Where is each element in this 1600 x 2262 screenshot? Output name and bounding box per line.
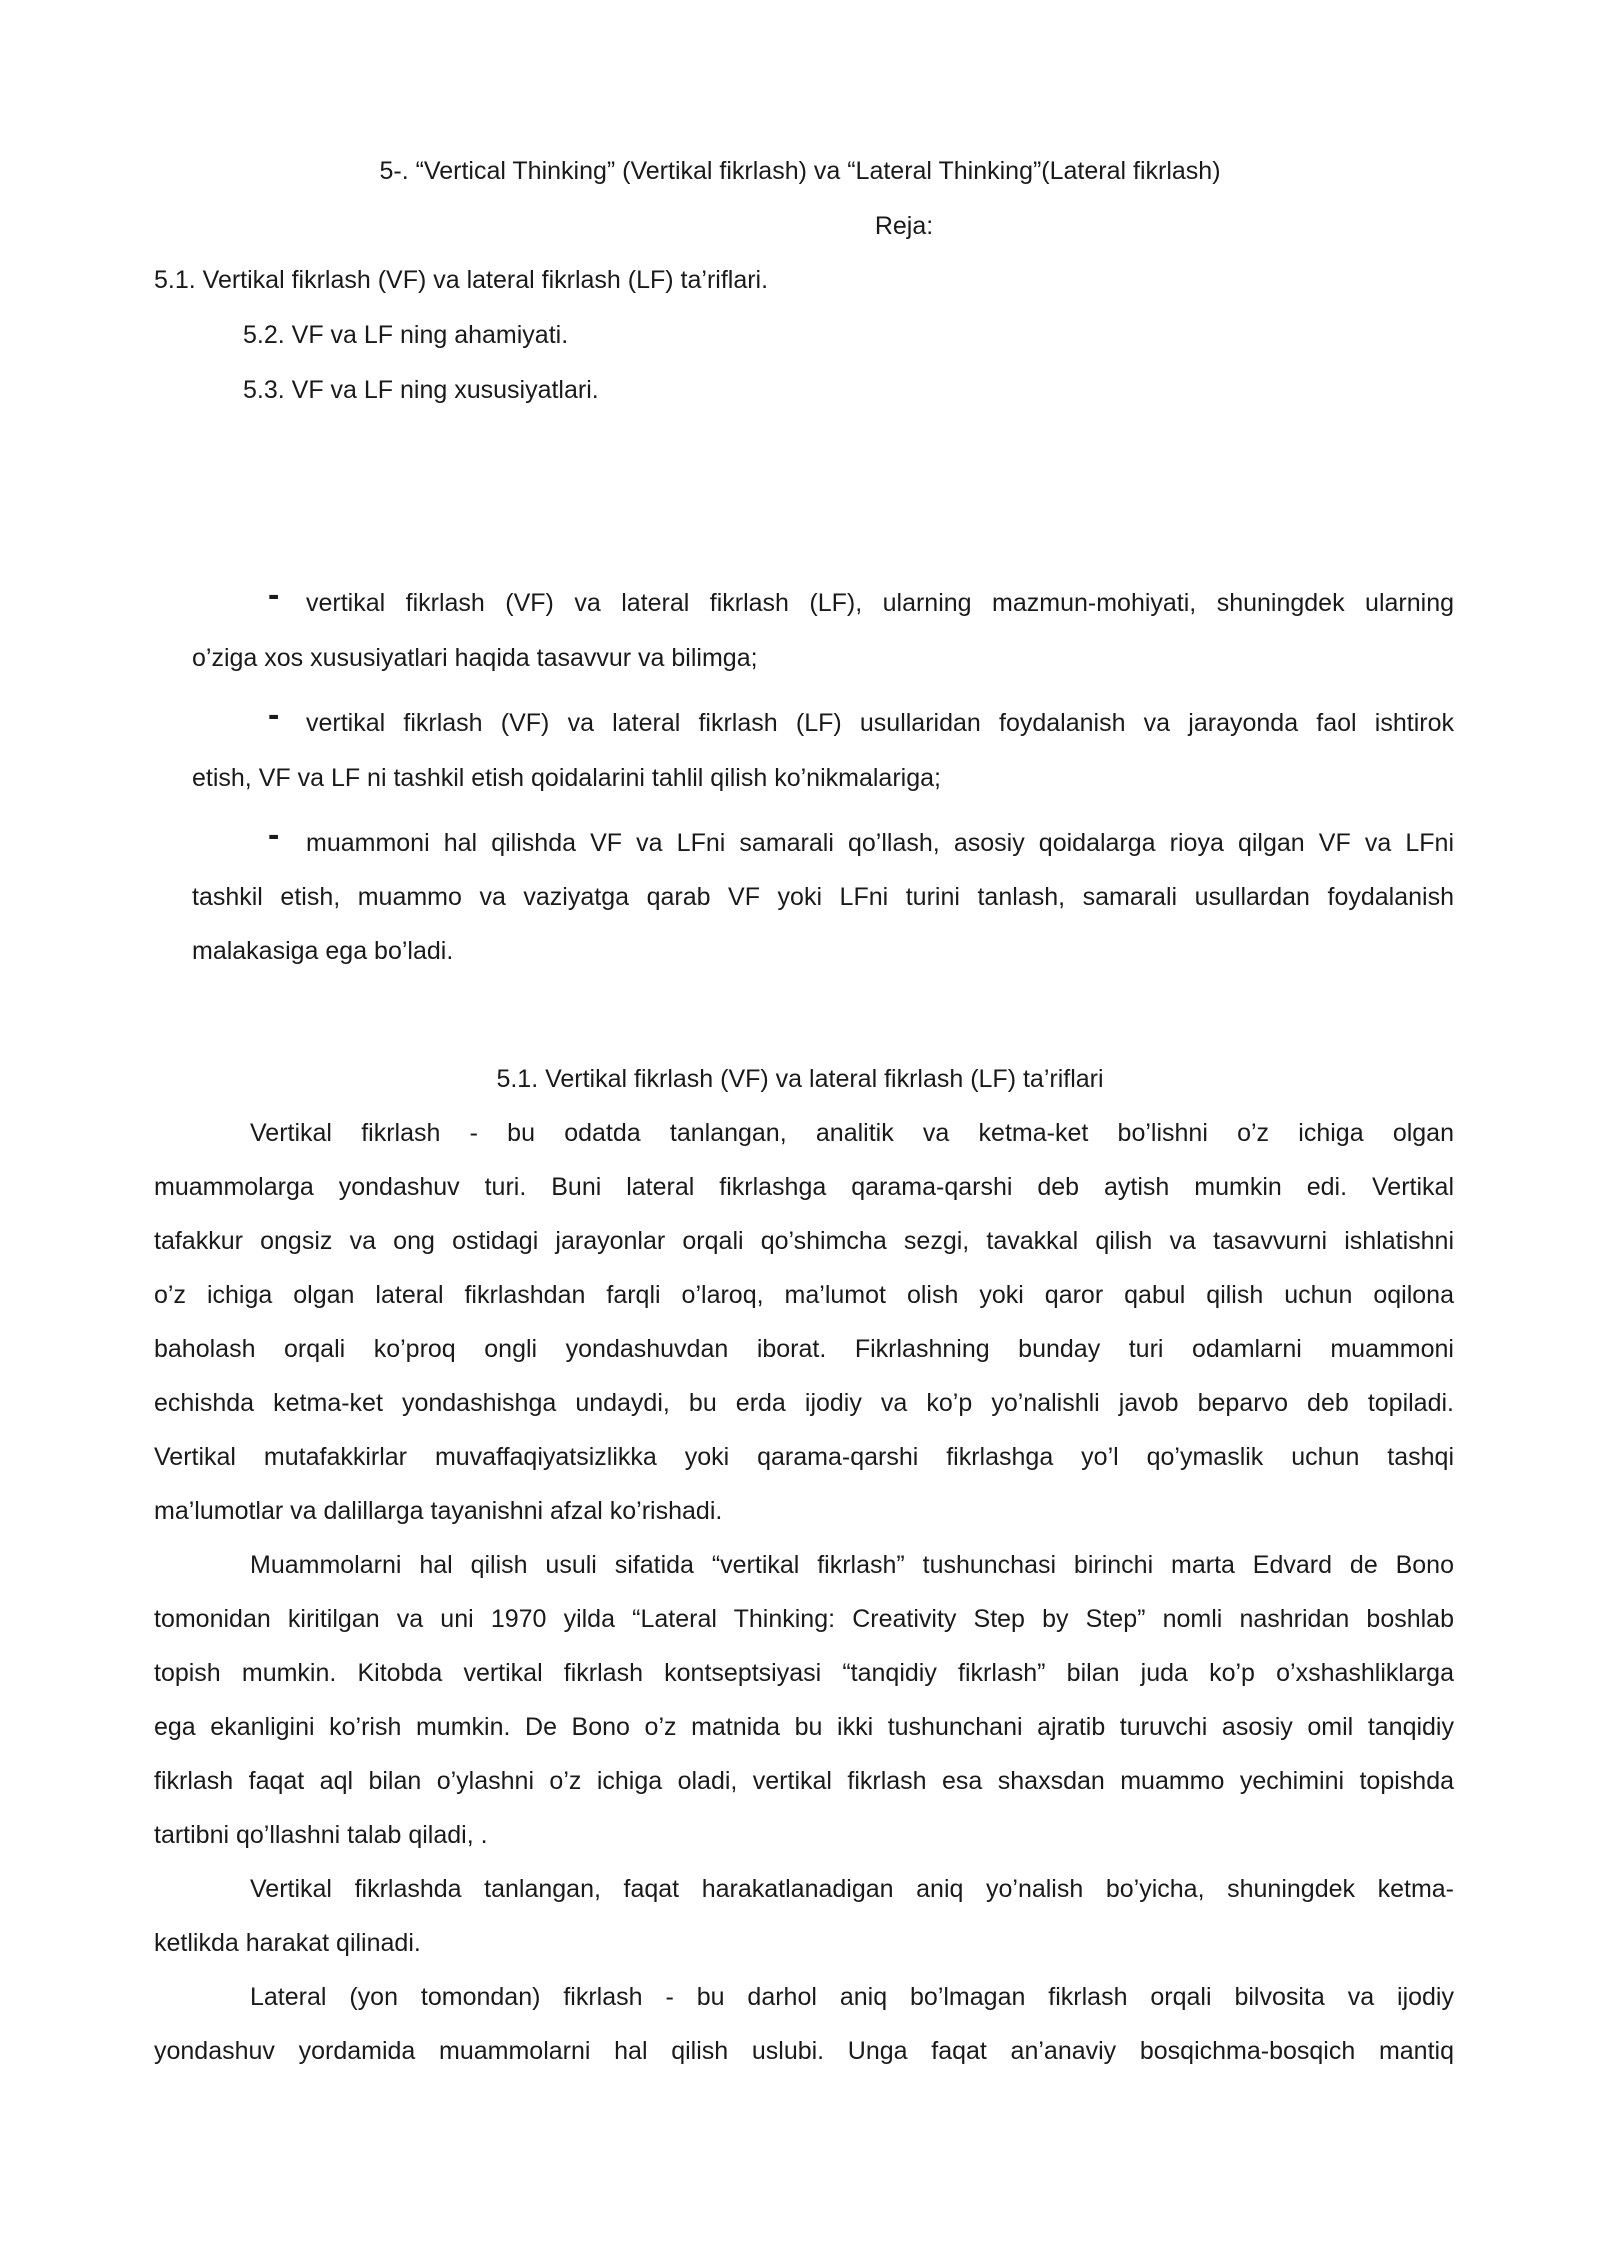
plan-item-1: 5.1. Vertikal fikrlash (VF) va lateral fikrlash (LF) ta’riflari. [154,266,769,294]
paragraph-1-line-4: o’z ichiga olgan lateral fikrlashdan farqli o’laroq, ma’lumot olish yoki qaror qabul qilish uchun oqilona [154,1281,1454,1309]
plan-item-2: 5.2. VF va LF ning ahamiyati. [243,321,569,349]
paragraph-4-line-1: Lateral (yon tomondan) fikrlash - bu darhol aniq bo’lmagan fikrlash orqali bilvosita va ijodiy [250,1983,1454,2011]
paragraph-2-line-3: topish mumkin. Kitobda vertikal fikrlash kontseptsiyasi “tanqidiy fikrlash” bilan juda ko’p o’xshashliklarga [154,1659,1454,1687]
section-heading: 5.1. Vertikal fikrlash (VF) va lateral fikrlash (LF) ta’riflari [496,1065,1104,1093]
goal-2-line-1: vertikal fikrlash (VF) va lateral fikrlash (LF) usullaridan foydalanish va jarayonda faol ishtirok [306,709,1454,737]
paragraph-1-line-6: echishda ketma-ket yondashishga undaydi, bu erda ijodiy va ko’p yo’nalishli javob beparvo deb topiladi. [154,1389,1454,1417]
document-title: 5-. “Vertical Thinking” (Vertikal fikrlash) va “Lateral Thinking”(Lateral fikrlash) [379,157,1221,185]
paragraph-4-line-2: yondashuv yordamida muammolarni hal qilish uslubi. Unga faqat an’anaviy bosqichma-bosqich mantiq [154,2037,1454,2065]
paragraph-2-line-1: Muammolarni hal qilish usuli sifatida “vertikal fikrlash” tushunchasi birinchi marta Edvard de Bono [250,1551,1454,1579]
paragraph-2-line-4: ega ekanligini ko’rish mumkin. De Bono o’z matnida bu ikki tushunchani ajratib turuvchi asosiy omil tanqidiy [154,1713,1454,1741]
goal-2-line-2: etish, VF va LF ni tashkil etish qoidalarini tahlil qilish ko’nikmalariga; [192,764,941,792]
paragraph-1-line-2: muammolarga yondashuv turi. Buni lateral fikrlashga qarama-qarshi deb aytish mumkin edi. Vertikal [154,1173,1454,1201]
paragraph-1-line-3: tafakkur ongsiz va ong ostidagi jarayonlar orqali qo’shimcha sezgi, tavakkal qilish va tasavvurni ishlatishni [154,1227,1454,1255]
goal-1-line-1: vertikal fikrlash (VF) va lateral fikrlash (LF), ularning mazmun-mohiyati, shuningdek ularning [306,589,1454,617]
goal-3-line-3: malakasiga ega bo’ladi. [192,937,454,965]
dash-bullet-icon: - [268,696,280,734]
paragraph-2-line-5: fikrlash faqat aql bilan o’ylashni o’z ichiga oladi, vertikal fikrlash esa shaxsdan muammo yechimini topishda [154,1767,1454,1795]
paragraph-3-line-2: ketlikda harakat qilinadi. [154,1929,421,1957]
paragraph-1-line-5: baholash orqali ko’proq ongli yondashuvdan iborat. Fikrlashning bunday turi odamlarni muammoni [154,1335,1454,1363]
paragraph-1-line-8: ma’lumotlar va dalillarga tayanishni afzal ko’rishadi. [154,1497,723,1525]
paragraph-3-line-1: Vertikal fikrlashda tanlangan, faqat harakatlanadigan aniq yo’nalish bo’yicha, shuningdek ketma- [250,1875,1454,1903]
paragraph-1-line-7: Vertikal mutafakkirlar muvaffaqiyatsizlikka yoki qarama-qarshi fikrlashga yo’l qo’ymaslik uchun tashqi [154,1443,1454,1471]
plan-label: Reja: [874,212,934,240]
plan-item-3: 5.3. VF va LF ning xususiyatlari. [243,376,599,404]
paragraph-2-line-6: tartibni qo’llashni talab qiladi, . [154,1821,488,1849]
dash-bullet-icon: - [268,816,280,854]
goal-1-line-2: o’ziga xos xususiyatlari haqida tasavvur va bilimga; [192,644,758,672]
paragraph-1-line-1: Vertikal fikrlash - bu odatda tanlangan, analitik va ketma-ket bo’lishni o’z ichiga olgan [250,1119,1454,1147]
goal-3-line-1: muammoni hal qilishda VF va LFni samarali qo’llash, asosiy qoidalarga rioya qilgan VF va LFni [306,829,1454,857]
paragraph-2-line-2: tomonidan kiritilgan va uni 1970 yilda “Lateral Thinking: Creativity Step by Step” nomli nashridan boshlab [154,1605,1454,1633]
goal-3-line-2: tashkil etish, muammo va vaziyatga qarab VF yoki LFni turini tanlash, samarali usullardan foydalanish [192,883,1454,911]
dash-bullet-icon: - [268,576,280,614]
